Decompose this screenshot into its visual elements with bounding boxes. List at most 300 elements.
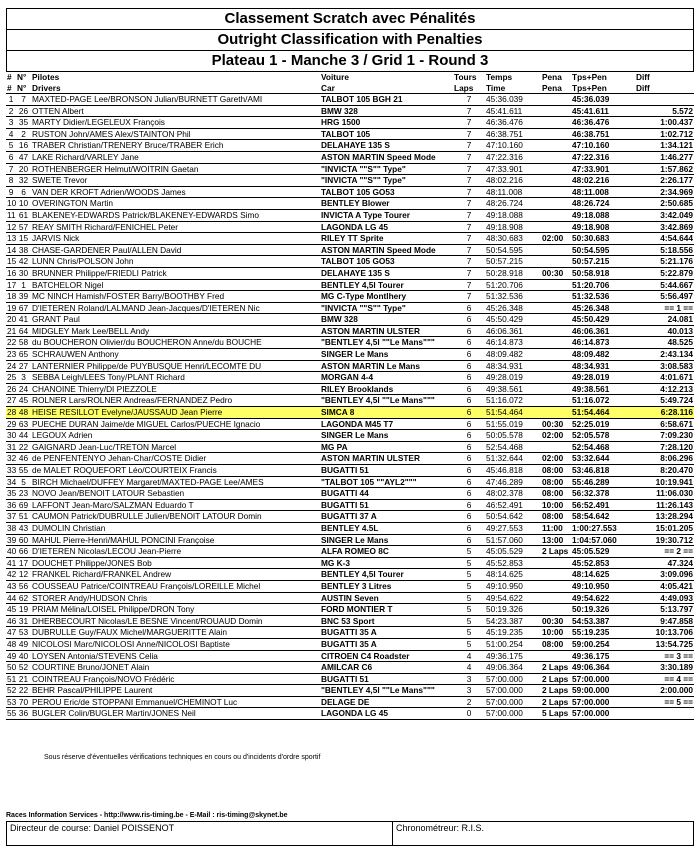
row-position: 31: [7, 441, 16, 452]
row-time: 45:05.529: [485, 546, 541, 558]
row-car: BUGATTI 35 A: [320, 627, 453, 639]
row-laps: 5: [453, 604, 485, 616]
row-diff: 2:00.000: [635, 685, 694, 697]
row-penalty: [541, 592, 571, 604]
col-tps-pen: Tps+Pen: [572, 72, 607, 82]
row-time-with-penalty: 48:11.008: [571, 186, 635, 198]
row-diff: 5:44.667: [635, 279, 694, 291]
row-penalty: 08:00: [541, 488, 571, 500]
row-laps: 6: [453, 430, 485, 442]
table-row: [6, 233, 694, 245]
row-penalty: [541, 279, 571, 291]
row-drivers: REAY SMITH Richard/FENICHEL Peter: [31, 221, 320, 233]
row-drivers: BATCHELOR Nigel: [31, 279, 320, 291]
row-time: 47:33.901: [485, 163, 541, 175]
row-diff: 10:19.941: [635, 476, 694, 488]
row-laps: 6: [453, 511, 485, 523]
row-position: 45: [7, 604, 16, 615]
row-laps: 3: [453, 673, 485, 685]
col-pena: Pena: [542, 72, 562, 82]
row-car: ASTON MARTIN Speed Mode: [320, 244, 453, 256]
row-time: 49:38.561: [485, 383, 541, 395]
row-drivers: NICOLOSI Marc/NICOLOSI Anne/NICOLOSI Baptiste: [31, 638, 320, 650]
disclaimer-note: Sous réserve d'éventuelles vérifications techniques en cours ou d'incidents d'ordre sportif: [44, 754, 321, 761]
row-drivers: MAHUL Pierre-Henri/MAHUL PONCINI Françoise: [31, 534, 320, 546]
row-position: 50: [7, 662, 16, 673]
row-drivers: LAFFONT Jean-Marc/SALZMAN Eduardo T: [31, 499, 320, 511]
row-drivers: MAXTED-PAGE Lee/BRONSON Julian/BURNETT Gareth/AMI: [31, 94, 320, 106]
row-laps: 5: [453, 627, 485, 639]
row-diff: 1:57.862: [635, 163, 694, 175]
row-car: "BENTLEY 4,5l ""Le Mans""": [320, 685, 453, 697]
row-penalty: 00:30: [541, 418, 571, 430]
row-car-number: 10: [16, 198, 31, 210]
row-car-number: 26: [16, 105, 31, 117]
row-car: BUGATTI 51: [320, 673, 453, 685]
row-diff: 6:58.671: [635, 418, 694, 430]
row-car: SIMCA 8: [320, 407, 453, 419]
row-car-number: 39: [16, 291, 31, 303]
row-drivers: CHASE-GARDENER Paul/ALLEN David: [31, 244, 320, 256]
row-car-number: 19: [16, 604, 31, 616]
table-row: [6, 592, 694, 604]
row-time-with-penalty: 49:18.088: [571, 209, 635, 221]
col-tps-pen: Tps+Pen: [571, 83, 635, 94]
row-car: HRG 1500: [320, 117, 453, 129]
row-drivers: CHANOINE Thierry/DI PIEZZOLE: [31, 383, 320, 395]
table-row: [6, 580, 694, 592]
row-time: 48:02.378: [485, 488, 541, 500]
row-position: 49: [7, 650, 16, 661]
row-car: SINGER Le Mans: [320, 349, 453, 361]
row-time: 48:11.008: [485, 186, 541, 198]
row-drivers: PRIAM Mélina/LOISEL Philippe/DRON Tony: [31, 604, 320, 616]
row-time: 47:46.289: [485, 476, 541, 488]
row-position: 52: [7, 685, 16, 696]
row-penalty: 2 Laps: [541, 696, 571, 708]
row-car: BNC 53 Sport: [320, 615, 453, 627]
row-drivers: SEBBA Leigh/LEES Tony/PLANT Richard: [31, 372, 320, 384]
row-drivers: MIDGLEY Mark Lee/BELL Andy: [31, 325, 320, 337]
row-car: INVICTA A Type Tourer: [320, 209, 453, 221]
row-car: ALFA ROMEO 8C: [320, 546, 453, 558]
table-row: [6, 372, 694, 384]
row-diff: == 2 ==: [635, 546, 694, 558]
row-penalty: 08:00: [541, 465, 571, 477]
row-penalty: 00:30: [541, 615, 571, 627]
row-car-number: 42: [16, 256, 31, 268]
row-penalty: [541, 128, 571, 140]
row-diff: [635, 708, 694, 720]
row-laps: 6: [453, 337, 485, 349]
row-time: 51:20.706: [485, 279, 541, 291]
row-position: 36: [7, 499, 16, 510]
row-position: 10: [7, 198, 16, 209]
row-time: 48:34.931: [485, 360, 541, 372]
row-diff: 1:02.712: [635, 128, 694, 140]
row-drivers: STORER Andy/HUDSON Chris: [31, 592, 320, 604]
row-penalty: [541, 94, 571, 106]
row-time: 57:00.000: [485, 708, 541, 720]
row-laps: 7: [453, 117, 485, 129]
row-laps: 7: [453, 163, 485, 175]
row-time-with-penalty: 53:32.644: [571, 453, 635, 465]
row-position: 37: [7, 511, 16, 522]
row-diff: 11:06.030: [635, 488, 694, 500]
row-car-number: 63: [16, 418, 31, 430]
row-drivers: MC NINCH Hamish/FOSTER Barry/BOOTHBY Fred: [31, 291, 320, 303]
row-car-number: 22: [16, 685, 31, 697]
row-time: 45:52.853: [485, 557, 541, 569]
row-drivers: LAKE Richard/VARLEY Jane: [31, 151, 320, 163]
row-time-with-penalty: 49:10.950: [571, 580, 635, 592]
row-car-number: 47: [16, 151, 31, 163]
row-car: MG PA: [320, 441, 453, 453]
row-time-with-penalty: 47:10.160: [571, 140, 635, 152]
row-time-with-penalty: 51:16.072: [571, 395, 635, 407]
row-time-with-penalty: 50:54.595: [571, 244, 635, 256]
row-laps: 7: [453, 175, 485, 187]
row-laps: 6: [453, 314, 485, 326]
row-car-number: 15: [16, 233, 31, 245]
row-drivers: FRANKEL Richard/FRANKEL Andrew: [31, 569, 320, 581]
row-time-with-penalty: 55:19.235: [571, 627, 635, 639]
row-diff: 5:56.497: [635, 291, 694, 303]
row-car: "INVICTA ""S"" Type": [320, 175, 453, 187]
row-penalty: 11:00: [541, 522, 571, 534]
row-time-with-penalty: 46:38.751: [571, 128, 635, 140]
row-laps: 4: [453, 650, 485, 662]
row-car-number: 46: [16, 453, 31, 465]
table-row: [6, 140, 694, 152]
table-row: [6, 488, 694, 500]
row-time: 51:32.536: [485, 291, 541, 303]
row-position: 11: [7, 209, 16, 220]
row-time: 50:28.918: [485, 267, 541, 279]
table-row: [6, 94, 694, 106]
row-time: 49:54.622: [485, 592, 541, 604]
table-row: [6, 638, 694, 650]
signature-box: [6, 821, 694, 846]
row-time-with-penalty: 51:20.706: [571, 279, 635, 291]
row-time-with-penalty: 1:04:57.060: [571, 534, 635, 546]
row-penalty: 02:00: [541, 430, 571, 442]
row-drivers: JARVIS Nick: [31, 233, 320, 245]
row-car-number: 31: [16, 615, 31, 627]
row-penalty: [541, 395, 571, 407]
row-penalty: [541, 580, 571, 592]
row-drivers: BIRCH Michael/DUFFEY Margaret/MAXTED-PAGE Lee/AMES: [31, 476, 320, 488]
row-drivers: COUSSEAU Patrice/COINTREAU François/LOREILLE Michel: [31, 580, 320, 592]
row-position: 12: [7, 221, 16, 232]
row-car: TALBOT 105 BGH 21: [320, 94, 453, 106]
row-car: ASTON MARTIN ULSTER: [320, 453, 453, 465]
row-drivers: PUECHE DURAN Jaime/de MIGUEL Carlos/PUECHE Ignacio: [31, 418, 320, 430]
row-time-with-penalty: 57:00.000: [571, 708, 635, 720]
timekeeper: Chronométreur: R.I.S.: [396, 823, 485, 833]
row-penalty: 2 Laps: [541, 685, 571, 697]
row-time: 46:36.476: [485, 117, 541, 129]
row-laps: 6: [453, 349, 485, 361]
row-time: 50:57.215: [485, 256, 541, 268]
row-car-number: 51: [16, 511, 31, 523]
row-time-with-penalty: 52:54.468: [571, 441, 635, 453]
row-time: 49:18.908: [485, 221, 541, 233]
row-car: BENTLEY Blower: [320, 198, 453, 210]
row-diff: == 5 ==: [635, 696, 694, 708]
row-car: "TALBOT 105 ""AYL2""": [320, 476, 453, 488]
row-drivers: DOUCHET Philippe/JONES Bob: [31, 557, 320, 569]
row-time: 57:00.000: [485, 696, 541, 708]
row-diff: 4:49.093: [635, 592, 694, 604]
row-time: 49:36.175: [485, 650, 541, 662]
row-car: MG K-3: [320, 557, 453, 569]
row-time: 45:19.235: [485, 627, 541, 639]
row-drivers: PEROU Eric/de STOPPANI Emmanuel/CHEMINOT Luc: [31, 696, 320, 708]
row-position: 41: [7, 557, 16, 568]
row-position: 5: [6, 140, 16, 152]
row-car-number: 32: [16, 175, 31, 187]
row-car: TALBOT 105 GO53: [320, 256, 453, 268]
row-laps: 6: [453, 407, 485, 419]
row-time-with-penalty: 57:00.000: [571, 673, 635, 685]
table-row: [6, 302, 694, 314]
row-drivers: COINTREAU François/NOVO Frédéric: [31, 673, 320, 685]
row-drivers: CAUMON Patrick/DUBRULLE Julien/BENOIT LATOUR Domin: [31, 511, 320, 523]
col-diff: Diff: [636, 72, 650, 82]
row-diff: 15:01.205: [635, 522, 694, 534]
row-position: 9: [6, 186, 16, 198]
row-laps: 6: [453, 372, 485, 384]
row-penalty: [541, 117, 571, 129]
row-car-number: 41: [16, 314, 31, 326]
col-num: N°: [17, 72, 27, 82]
row-car-number: 17: [16, 557, 31, 569]
race-director: Directeur de course: Daniel POISSENOT: [7, 822, 393, 845]
col-pos: #: [6, 83, 16, 94]
row-time-with-penalty: 46:14.873: [571, 337, 635, 349]
row-penalty: [541, 557, 571, 569]
row-position: 2: [6, 105, 16, 117]
row-diff: 3:42.049: [635, 209, 694, 221]
row-drivers: LANTERNIER Philippe/de PUYBUSQUE Henri/LECOMTE DU: [31, 360, 320, 372]
row-time-with-penalty: 48:09.482: [571, 349, 635, 361]
row-drivers: LUNN Chris/POLSON John: [31, 256, 320, 268]
row-diff: 13:28.294: [635, 511, 694, 523]
row-drivers: ROTHENBERGER Helmut/WOITRIN Gaetan: [31, 163, 320, 175]
row-diff: 8:06.296: [635, 453, 694, 465]
row-car: MG C-Type Montlhery: [320, 291, 453, 303]
row-diff: 3:09.096: [635, 569, 694, 581]
table-row: [6, 349, 694, 361]
row-laps: 6: [453, 383, 485, 395]
row-laps: 6: [453, 395, 485, 407]
table-row: [6, 267, 694, 279]
row-drivers: HEISE RESILLOT Evelyne/JAUSSAUD Jean Pierre: [31, 407, 320, 419]
row-car-number: 65: [16, 349, 31, 361]
row-laps: 7: [453, 186, 485, 198]
table-row: [6, 209, 694, 221]
row-position: 28: [7, 407, 16, 418]
row-time: 48:26.724: [485, 198, 541, 210]
row-car-number: 21: [16, 673, 31, 685]
row-drivers: TRABER Christian/TRENERY Bruce/TRABER Erich: [31, 140, 320, 152]
row-car-number: 27: [16, 360, 31, 372]
table-row: [6, 465, 694, 477]
row-car-number: 56: [16, 580, 31, 592]
table-row: [6, 430, 694, 442]
row-diff: 9:47.858: [635, 615, 694, 627]
row-car-number: 23: [16, 488, 31, 500]
row-diff: 2:26.177: [635, 175, 694, 187]
row-car: DELAGE DE: [320, 696, 453, 708]
table-row: [6, 476, 694, 488]
row-time: 50:54.642: [485, 511, 541, 523]
row-time: 51:16.072: [485, 395, 541, 407]
row-penalty: [541, 221, 571, 233]
row-time-with-penalty: 58:54.642: [571, 511, 635, 523]
row-diff: 11:26.143: [635, 499, 694, 511]
row-time-with-penalty: 49:38.561: [571, 383, 635, 395]
row-position: 6: [6, 151, 16, 163]
row-diff: 7:09.230: [635, 430, 694, 442]
row-time-with-penalty: 50:19.326: [571, 604, 635, 616]
row-position: 25: [7, 372, 16, 383]
row-laps: 7: [453, 267, 485, 279]
header-row-fr: [6, 72, 694, 83]
row-diff: 2:34.969: [635, 186, 694, 198]
row-position: 23: [7, 349, 16, 360]
row-position: 32: [7, 453, 16, 464]
row-time-with-penalty: 49:28.019: [571, 372, 635, 384]
row-diff: 5:13.797: [635, 604, 694, 616]
row-position: 18: [7, 291, 16, 302]
table-row: [6, 627, 694, 639]
row-drivers: ROLNER Lars/ROLNER Andreas/FERNANDEZ Pedro: [31, 395, 320, 407]
row-drivers: BLAKENEY-EDWARDS Patrick/BLAKENEY-EDWARDS Simo: [31, 209, 320, 221]
row-car: SINGER Le Mans: [320, 534, 453, 546]
row-drivers: OVERINGTON Martin: [31, 198, 320, 210]
table-row: [6, 198, 694, 210]
row-position: 44: [7, 592, 16, 603]
row-car: BENTLEY 4,5l Tourer: [320, 569, 453, 581]
row-laps: 6: [453, 325, 485, 337]
table-row: [6, 395, 694, 407]
row-diff: 3:42.869: [635, 221, 694, 233]
row-drivers: RUSTON John/AMES Alex/STAINTON Phil: [31, 128, 320, 140]
row-car-number: 16: [16, 140, 31, 152]
row-time-with-penalty: 59:00.000: [571, 685, 635, 697]
row-drivers: GAIGNARD Jean-Luc/TRETON Marcel: [31, 441, 320, 453]
row-car-number: 67: [16, 302, 31, 314]
table-row: [6, 175, 694, 187]
col-drivers: Drivers: [31, 83, 320, 94]
row-car-number: 2: [16, 128, 31, 140]
row-time-with-penalty: 50:57.215: [571, 256, 635, 268]
table-row: [6, 117, 694, 129]
row-time: 51:57.060: [485, 534, 541, 546]
table-row: [6, 499, 694, 511]
table-row: [6, 256, 694, 268]
row-position: 7: [6, 163, 16, 175]
row-position: 21: [7, 325, 16, 336]
row-car-number: 53: [16, 627, 31, 639]
results-table: [6, 72, 694, 720]
row-position: 26: [7, 383, 16, 394]
row-time: 48:14.625: [485, 569, 541, 581]
table-row: [6, 163, 694, 175]
row-position: 20: [7, 314, 16, 325]
row-car: DELAHAYE 135 S: [320, 140, 453, 152]
row-laps: 6: [453, 499, 485, 511]
row-penalty: [541, 105, 571, 117]
row-drivers: NOVO Jean/BENOIT LATOUR Sebastien: [31, 488, 320, 500]
row-car-number: 38: [16, 244, 31, 256]
row-penalty: [541, 441, 571, 453]
table-row: [6, 221, 694, 233]
row-car: MORGAN 4-4: [320, 372, 453, 384]
row-laps: 0: [453, 708, 485, 720]
row-time-with-penalty: 49:06.364: [571, 662, 635, 674]
row-car: FORD MONTIER T: [320, 604, 453, 616]
row-car-number: 22: [16, 441, 31, 453]
row-car-number: 7: [16, 94, 31, 106]
table-row: [6, 511, 694, 523]
row-car: BUGATTI 37 A: [320, 511, 453, 523]
row-time: 48:30.683: [485, 233, 541, 245]
row-time: 49:06.364: [485, 662, 541, 674]
row-penalty: 2 Laps: [541, 546, 571, 558]
row-time: 54:23.387: [485, 615, 541, 627]
row-position: 4: [6, 128, 16, 140]
row-laps: 5: [453, 580, 485, 592]
row-time: 48:09.482: [485, 349, 541, 361]
row-car-number: 45: [16, 395, 31, 407]
row-car: BENTLEY 4.5L: [320, 522, 453, 534]
row-laps: 7: [453, 198, 485, 210]
row-car: LAGONDA M45 T7: [320, 418, 453, 430]
row-car: SINGER Le Mans: [320, 430, 453, 442]
row-time: 50:54.595: [485, 244, 541, 256]
row-drivers: DUBRULLE Guy/FAUX Michel/MARGUERITTE Alain: [31, 627, 320, 639]
row-car-number: 24: [16, 383, 31, 395]
row-penalty: 02:00: [541, 233, 571, 245]
col-time: Time: [485, 83, 541, 94]
row-drivers: GRANT Paul: [31, 314, 320, 326]
row-penalty: 08:00: [541, 476, 571, 488]
row-position: 27: [7, 395, 16, 406]
row-car-number: 6: [16, 186, 31, 198]
table-row: [6, 244, 694, 256]
row-drivers: D'IETEREN Roland/LALMAND Jean-Jacques/D'IETEREN Nic: [31, 302, 320, 314]
row-diff: 13:54.725: [635, 638, 694, 650]
row-penalty: [541, 325, 571, 337]
row-time-with-penalty: 49:36.175: [571, 650, 635, 662]
table-row: [6, 685, 694, 697]
row-position: 16: [7, 267, 16, 278]
row-time: 46:14.873: [485, 337, 541, 349]
row-laps: 2: [453, 696, 485, 708]
row-time-with-penalty: 47:22.316: [571, 151, 635, 163]
row-time: 51:55.019: [485, 418, 541, 430]
row-penalty: 00:30: [541, 267, 571, 279]
row-diff: 7:28.120: [635, 441, 694, 453]
row-time: 45:50.429: [485, 314, 541, 326]
row-time-with-penalty: 52:05.578: [571, 430, 635, 442]
row-position: 53: [7, 696, 16, 707]
row-penalty: [541, 604, 571, 616]
row-laps: 6: [453, 441, 485, 453]
